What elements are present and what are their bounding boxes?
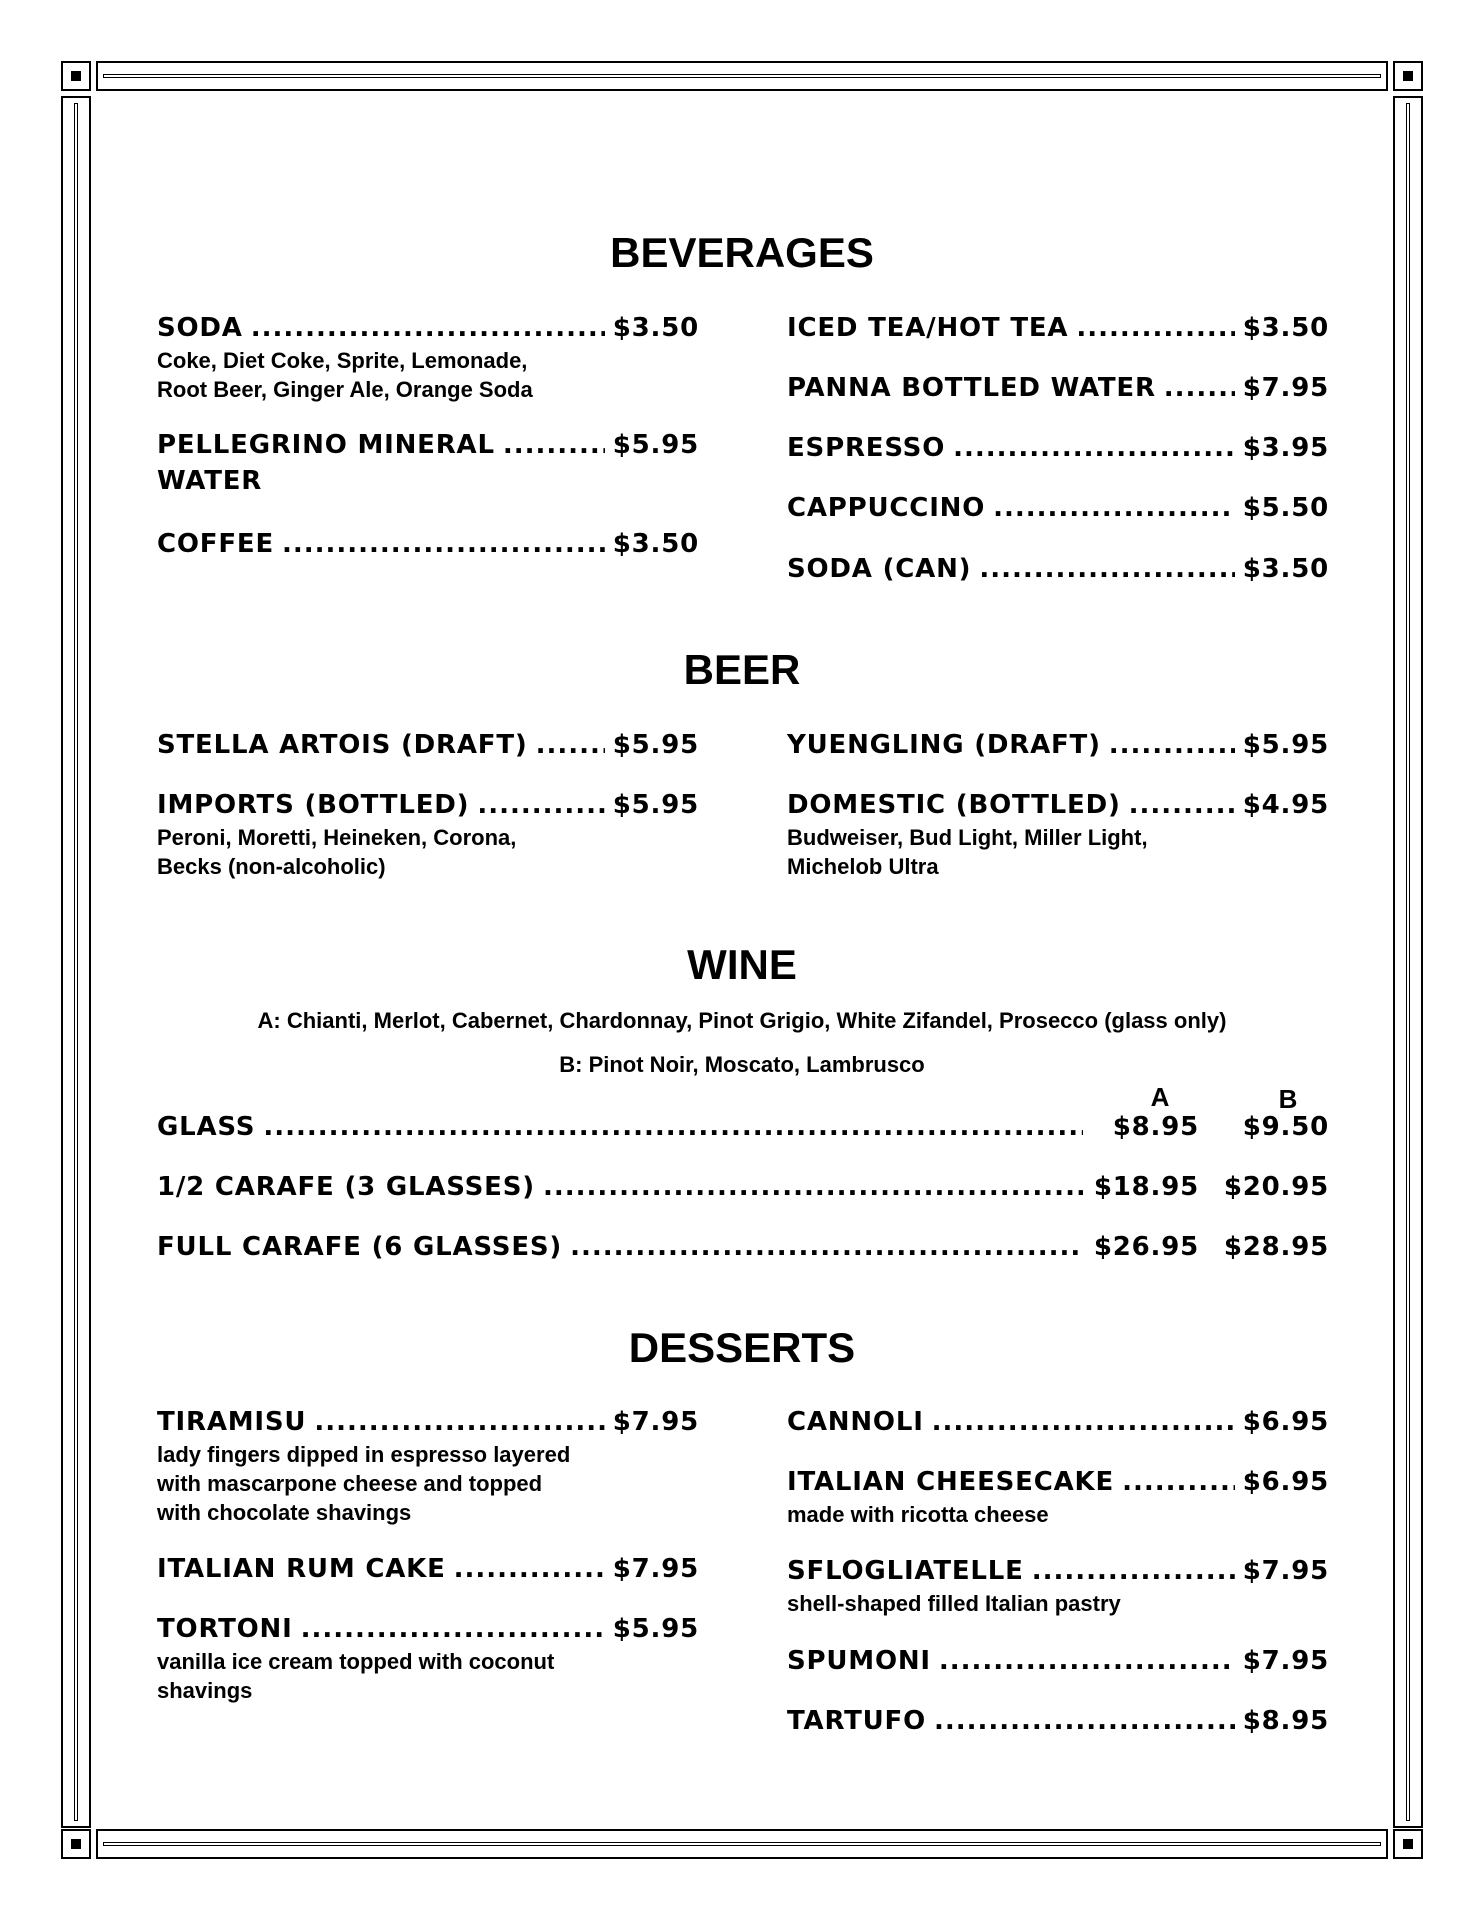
item-name: IMPORTS (BOTTLED): [157, 790, 470, 820]
menu-item-pellegrino: [157, 427, 699, 499]
item-price: $3.50: [612, 313, 699, 343]
item-name: YUENGLING (DRAFT): [787, 730, 1101, 760]
menu-item-imports: [157, 787, 699, 881]
menu-item-coffee: [157, 526, 699, 562]
item-price: $6.95: [1242, 1407, 1329, 1437]
item-name: SODA: [157, 313, 243, 343]
item-name: ESPRESSO: [787, 433, 946, 463]
wine-row-glass: [157, 1109, 1329, 1145]
menu-item-cappuccino: [787, 490, 1329, 526]
item-name: CAPPUCCINO: [787, 493, 986, 523]
item-description: with mascarpone cheese and topped: [157, 1471, 543, 1496]
item-name: ICED TEA/HOT TEA: [787, 313, 1069, 343]
item-price: $5.50: [1242, 493, 1329, 523]
item-description: Becks (non-alcoholic): [157, 854, 386, 879]
item-name: CANNOLI: [787, 1407, 924, 1437]
item-description: shell-shaped filled Italian pastry: [787, 1591, 1121, 1616]
beverages-title: BEVERAGES: [610, 229, 874, 276]
beer-title: BEER: [683, 646, 801, 693]
item-description: Peroni, Moretti, Heineken, Corona,: [157, 825, 517, 850]
item-name: TARTUFO: [787, 1706, 927, 1736]
item-description: lady fingers dipped in espresso layered: [157, 1442, 571, 1467]
item-name: TORTONI: [157, 1614, 293, 1644]
wine-title: WINE: [687, 941, 797, 988]
frame-bottom-border: [96, 1829, 1388, 1859]
menu-item-tiramisu: [157, 1404, 699, 1527]
item-price: $7.95: [612, 1407, 699, 1437]
dot-leader: [503, 427, 605, 463]
dot-leader: [543, 1169, 1083, 1205]
wine-column-b-label: B: [1278, 1084, 1298, 1114]
item-price: $5.95: [612, 1614, 699, 1644]
item-price: $6.95: [1242, 1467, 1329, 1497]
item-description: Budweiser, Bud Light, Miller Light,: [787, 825, 1148, 850]
dot-leader: [454, 1551, 605, 1587]
menu-item-tartufo: [787, 1703, 1329, 1739]
menu-item-domestic: [787, 787, 1329, 881]
wine-row-half-carafe: [157, 1169, 1329, 1205]
item-price: $3.95: [1242, 433, 1329, 463]
dot-leader: [1076, 310, 1234, 346]
item-price: $3.50: [1242, 313, 1329, 343]
dot-leader: [1122, 1464, 1235, 1500]
frame-corner-bottom-right: [1393, 1829, 1423, 1859]
menu-item-cheesecake: [787, 1464, 1329, 1529]
menu-item-rum-cake: [157, 1551, 699, 1587]
dot-leader: [477, 787, 604, 823]
dot-leader: [932, 1404, 1235, 1440]
item-description: Root Beer, Ginger Ale, Orange Soda: [157, 377, 533, 402]
item-name: GLASS: [157, 1112, 256, 1142]
frame-corner-bottom-left: [61, 1829, 91, 1859]
menu-item-spumoni: [787, 1643, 1329, 1679]
dot-leader: [1129, 787, 1235, 823]
item-name: PELLEGRINO MINERAL: [157, 430, 495, 460]
frame-corner-top-left: [61, 61, 91, 91]
item-description: vanilla ice cream topped with coconut: [157, 1649, 555, 1674]
item-description: shavings: [157, 1678, 253, 1703]
item-description: with chocolate shavings: [157, 1500, 412, 1525]
dot-leader: [953, 430, 1235, 466]
item-price: $8.95: [1242, 1706, 1329, 1736]
dot-leader: [570, 1229, 1083, 1265]
price-a: $8.95: [1112, 1112, 1199, 1142]
menu-item-cannoli: [787, 1404, 1329, 1440]
dot-leader: [263, 1109, 1083, 1145]
menu-item-tortoni: [157, 1611, 699, 1705]
item-name: DOMESTIC (BOTTLED): [787, 790, 1121, 820]
wine-list-a: A: Chianti, Merlot, Cabernet, Chardonnay, Pinot Grigio, White Zifandel, Prosecco (glass only): [257, 1008, 1227, 1033]
dot-leader: [1032, 1553, 1235, 1589]
dot-leader: [934, 1703, 1235, 1739]
wine-list-b: B: Pinot Noir, Moscato, Lambrusco: [559, 1052, 925, 1077]
item-name: 1/2 CARAFE (3 GLASSES): [157, 1172, 535, 1202]
item-name: SODA (CAN): [787, 554, 972, 584]
menu-item-soda-can: [787, 551, 1329, 587]
desserts-title: DESSERTS: [628, 1324, 856, 1371]
dot-leader: [1164, 370, 1235, 406]
dot-leader: [536, 727, 605, 763]
item-name: PANNA BOTTLED WATER: [787, 373, 1156, 403]
frame-top-border: [96, 61, 1388, 91]
menu-item-panna: [787, 370, 1329, 406]
item-description: Michelob Ultra: [787, 854, 939, 879]
item-price: $5.95: [612, 430, 699, 460]
item-price: $7.95: [1242, 1646, 1329, 1676]
menu-item-soda: [157, 310, 699, 404]
item-price: $3.50: [1242, 554, 1329, 584]
wine-row-full-carafe: [157, 1229, 1329, 1265]
item-name: FULL CARAFE (6 GLASSES): [157, 1232, 563, 1262]
dot-leader: [979, 551, 1234, 587]
price-b: $20.95: [1223, 1172, 1329, 1202]
dot-leader: [993, 490, 1235, 526]
dot-leader: [282, 526, 605, 562]
item-price: $5.95: [612, 790, 699, 820]
menu-item-espresso: [787, 430, 1329, 466]
item-name: SPUMONI: [787, 1646, 931, 1676]
item-description: made with ricotta cheese: [787, 1502, 1049, 1527]
menu-item-yuengling: [787, 727, 1329, 763]
item-name: STELLA ARTOIS (DRAFT): [157, 730, 528, 760]
wine-column-a-label: A: [1150, 1082, 1170, 1112]
price-b: $28.95: [1223, 1232, 1329, 1262]
item-description: Coke, Diet Coke, Sprite, Lemonade,: [157, 348, 528, 373]
dot-leader: [939, 1643, 1235, 1679]
item-name: ITALIAN CHEESECAKE: [787, 1467, 1115, 1497]
item-name-continued: WATER: [157, 466, 263, 496]
menu-item-sfogliatelle: [787, 1553, 1329, 1618]
item-name: SFLOGLIATELLE: [787, 1556, 1024, 1586]
item-price: $5.95: [1242, 730, 1329, 760]
price-a: $26.95: [1093, 1232, 1199, 1262]
item-price: $4.95: [1242, 790, 1329, 820]
dot-leader: [251, 310, 605, 346]
item-name: ITALIAN RUM CAKE: [157, 1554, 446, 1584]
item-price: $7.95: [1242, 1556, 1329, 1586]
price-b: $9.50: [1242, 1112, 1329, 1142]
item-name: COFFEE: [157, 529, 275, 559]
item-price: $5.95: [612, 730, 699, 760]
item-price: $7.95: [1242, 373, 1329, 403]
dot-leader: [1109, 727, 1235, 763]
menu-item-stella-artois: [157, 727, 699, 763]
dot-leader: [314, 1404, 604, 1440]
item-price: $7.95: [612, 1554, 699, 1584]
menu-item-iced-tea: [787, 310, 1329, 346]
frame-corner-top-right: [1393, 61, 1423, 91]
item-price: $3.50: [612, 529, 699, 559]
price-a: $18.95: [1093, 1172, 1199, 1202]
item-name: TIRAMISU: [157, 1407, 307, 1437]
dot-leader: [301, 1611, 605, 1647]
